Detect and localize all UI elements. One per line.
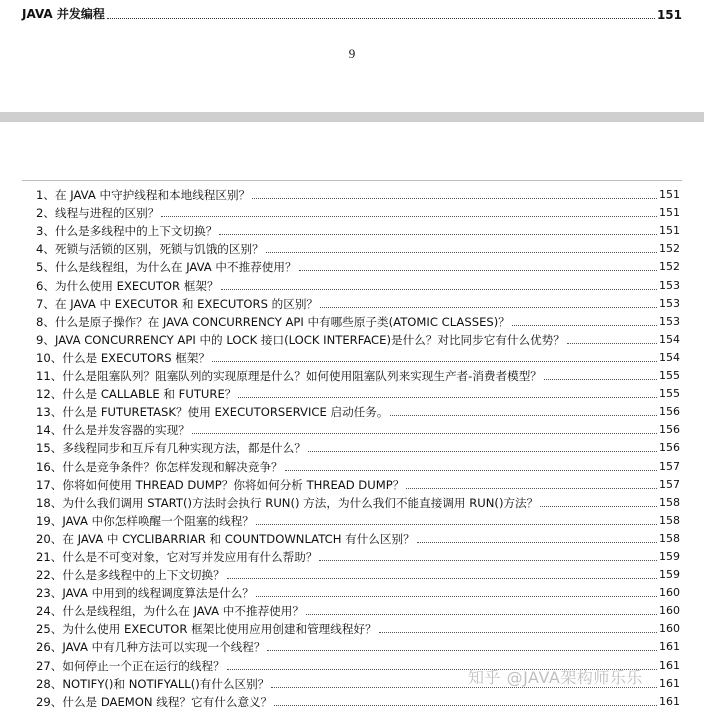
toc-entry-number: 13、 — [36, 405, 63, 420]
page-number: 9 — [348, 46, 356, 61]
toc-entry-number: 16、 — [36, 459, 63, 474]
toc-entry-title: 你将如何使用 THREAD DUMP？你将如何分析 THREAD DUMP？ — [62, 477, 405, 492]
toc-entry-number: 18、 — [36, 495, 63, 510]
toc-entry-number: 6、 — [36, 278, 55, 293]
toc-entry[interactable] — [22, 295, 680, 313]
toc-section-page: 151 — [656, 8, 682, 22]
toc-entry-page: 160 — [659, 622, 680, 636]
toc-entry-number: 10、 — [36, 350, 63, 365]
toc-entry[interactable] — [22, 620, 680, 638]
toc-entry-page: 160 — [659, 586, 680, 600]
toc-entry-title: 为什么使用 EXECUTOR 框架比使用应用创建和管理线程好？ — [62, 622, 377, 637]
toc-entry-title: 死锁与活锁的区别，死锁与饥饿的区别？ — [54, 242, 264, 257]
dot-leader — [308, 450, 657, 452]
toc-entry-number: 2、 — [36, 206, 55, 221]
dot-leader — [390, 414, 657, 416]
toc-entry[interactable] — [22, 584, 680, 602]
toc-entry-number: 7、 — [36, 296, 55, 311]
toc-entry-title: 什么是 EXECUTORS 框架？ — [62, 350, 211, 365]
toc-entry-title: 为什么使用 EXECUTOR 框架？ — [54, 278, 219, 293]
dot-leader — [212, 360, 657, 362]
dot-leader — [161, 215, 657, 217]
dot-leader — [306, 613, 657, 615]
dot-leader — [266, 251, 657, 253]
dot-leader — [256, 595, 657, 597]
page-separator — [0, 112, 704, 122]
toc-entry-title: 什么是竞争条件？你怎样发现和解决竞争？ — [62, 459, 283, 474]
toc-entry-number: 22、 — [36, 568, 63, 583]
toc-entry-page: 156 — [659, 405, 680, 419]
toc-entry-title: JAVA CONCURRENCY API 中的 LOCK 接口(LOCK INTERFACE)是什么？对比同步它有什么优势？ — [54, 332, 565, 347]
toc-entry-title: JAVA 中有几种方法可以实现一个线程？ — [62, 640, 266, 655]
toc-entry[interactable] — [22, 421, 680, 439]
toc-entry[interactable] — [22, 548, 680, 566]
toc-entry-page: 156 — [659, 441, 680, 455]
toc-entry-page: 156 — [659, 423, 680, 437]
toc-entry-title: 什么是线程组，为什么在 JAVA 中不推荐使用？ — [62, 604, 304, 619]
dot-leader — [417, 541, 657, 543]
dot-leader — [219, 233, 657, 235]
toc-section-title: JAVA 并发编程 — [22, 7, 105, 21]
toc-entry[interactable] — [22, 403, 680, 421]
toc-entry-title: NOTIFY()和 NOTIFYALL()有什么区别？ — [62, 676, 270, 691]
toc-entry-number: 21、 — [36, 549, 63, 564]
toc-entry[interactable] — [22, 276, 680, 294]
toc-entry-page: 154 — [659, 350, 680, 364]
toc-entry-page: 158 — [659, 495, 680, 509]
toc-entry-number: 12、 — [36, 387, 63, 402]
toc-entry-title: 在 JAVA 中 CYCLIBARRIAR 和 COUNTDOWNLATCH 有什么区别？ — [62, 531, 415, 546]
toc-entry[interactable] — [22, 240, 680, 258]
toc-entry-title: 什么是 DAEMON 线程？它有什么意义？ — [62, 694, 273, 709]
dot-leader — [406, 487, 657, 489]
toc-entry[interactable] — [22, 204, 680, 222]
toc-entry-number: 1、 — [36, 188, 55, 203]
dot-leader — [107, 17, 655, 19]
toc-entry[interactable] — [22, 258, 680, 276]
toc-entry[interactable] — [22, 602, 680, 620]
toc-entry-page: 151 — [659, 188, 680, 202]
toc-entry-page: 161 — [659, 694, 680, 708]
toc-entry-number: 3、 — [36, 224, 55, 239]
toc-entry[interactable] — [22, 476, 680, 494]
toc-entry[interactable] — [22, 349, 680, 367]
toc-entry-title: JAVA 中你怎样唤醒一个阻塞的线程？ — [62, 513, 254, 528]
toc-entry-page: 153 — [659, 314, 680, 328]
toc-entry-number: 9、 — [36, 332, 55, 347]
toc-entry[interactable] — [22, 439, 680, 457]
toc-entry-page: 154 — [659, 332, 680, 346]
toc-entry-number: 5、 — [36, 260, 55, 275]
toc-entry-page: 152 — [659, 260, 680, 274]
toc-entry-page: 159 — [659, 568, 680, 582]
dot-leader — [512, 324, 657, 326]
toc-entry-title: 什么是不可变对象，它对写并发应用有什么帮助？ — [62, 549, 318, 564]
top-toc-entry[interactable] — [22, 6, 682, 22]
toc-entry-title: 什么是并发容器的实现？ — [62, 423, 190, 438]
dot-leader — [285, 469, 657, 471]
dot-leader — [267, 649, 657, 651]
toc-entry-title: 线程与进程的区别？ — [54, 206, 160, 221]
toc-entry[interactable] — [22, 693, 680, 711]
toc-entry-number: 8、 — [36, 314, 55, 329]
dot-leader — [238, 396, 657, 398]
toc-entry[interactable] — [22, 313, 680, 331]
toc-entry-page: 161 — [659, 658, 680, 672]
toc-entry[interactable] — [22, 367, 680, 385]
toc-entry-title: 什么是多线程中的上下文切换？ — [54, 224, 218, 239]
toc-entry-number: 24、 — [36, 604, 63, 619]
toc-entry-number: 14、 — [36, 423, 63, 438]
toc-entry-number: 26、 — [36, 640, 63, 655]
toc-entry-title: 什么是线程组，为什么在 JAVA 中不推荐使用？ — [54, 260, 297, 275]
toc-entry-page: 151 — [659, 206, 680, 220]
toc-entry-number: 4、 — [36, 242, 55, 257]
toc-entry-page: 157 — [659, 477, 680, 491]
toc-entry-number: 27、 — [36, 658, 63, 673]
toc-entry[interactable] — [22, 457, 680, 475]
dot-leader — [320, 306, 657, 308]
toc-entry-page: 157 — [659, 459, 680, 473]
toc-entry-title: 什么是多线程中的上下文切换？ — [62, 568, 225, 583]
toc-entry[interactable] — [22, 512, 680, 530]
toc-entry-title: 如何停止一个正在运行的线程？ — [62, 658, 225, 673]
toc-entry-number: 28、 — [36, 676, 63, 691]
toc-entry-title: 什么是 FUTURETASK？使用 EXECUTORSERVICE 启动任务。 — [62, 405, 389, 420]
toc-entry-page: 151 — [659, 224, 680, 238]
toc-entry-title: 在 JAVA 中 EXECUTOR 和 EXECUTORS 的区别？ — [54, 296, 319, 311]
toc-entry-number: 29、 — [36, 694, 63, 709]
toc-entry-title: 为什么我们调用 START()方法时会执行 RUN() 方法，为什么我们不能直接调用 RUN()方法？ — [62, 495, 539, 510]
toc-entry-number: 20、 — [36, 531, 63, 546]
dot-leader — [567, 342, 657, 344]
dot-leader — [274, 704, 657, 706]
toc-entry-number: 25、 — [36, 622, 63, 637]
table-of-contents — [22, 186, 680, 711]
toc-entry-number: 17、 — [36, 477, 63, 492]
toc-entry-number: 23、 — [36, 586, 63, 601]
toc-entry-number: 15、 — [36, 441, 63, 456]
toc-entry-number: 19、 — [36, 513, 63, 528]
toc-entry-page: 161 — [659, 640, 680, 654]
toc-entry-page: 160 — [659, 604, 680, 618]
toc-entry-number: 11、 — [36, 369, 63, 384]
toc-entry-page: 161 — [659, 676, 680, 690]
toc-entry-page: 158 — [659, 531, 680, 545]
dot-leader — [540, 505, 657, 507]
toc-entry-title: 什么是 CALLABLE 和 FUTURE？ — [62, 387, 237, 402]
toc-entry[interactable] — [22, 566, 680, 584]
toc-entry-title: 多线程同步和互斥有几种实现方法，都是什么？ — [62, 441, 306, 456]
toc-entry-title: JAVA 中用到的线程调度算法是什么？ — [62, 586, 254, 601]
toc-entry-title: 什么是阻塞队列？阻塞队列的实现原理是什么？如何使用阻塞队列来实现生产者-消费者模型？ — [62, 369, 542, 384]
dot-leader — [192, 432, 657, 434]
toc-entry-page: 155 — [659, 369, 680, 383]
toc-entry[interactable] — [22, 494, 680, 512]
dot-leader — [319, 559, 657, 561]
toc-entry-title: 什么是原子操作？在 JAVA CONCURRENCY API 中有哪些原子类(ATOMIC CLASSES)？ — [54, 314, 510, 329]
dot-leader — [379, 631, 657, 633]
toc-top-border — [22, 180, 682, 181]
dot-leader — [221, 288, 657, 290]
toc-entry-page: 155 — [659, 387, 680, 401]
toc-entry[interactable] — [22, 530, 680, 548]
dot-leader — [256, 523, 657, 525]
toc-entry-page: 153 — [659, 278, 680, 292]
toc-entry-page: 158 — [659, 513, 680, 527]
toc-entry-page: 159 — [659, 549, 680, 563]
toc-entry[interactable] — [22, 638, 680, 656]
toc-entry[interactable] — [22, 331, 680, 349]
toc-entry[interactable] — [22, 186, 680, 204]
toc-entry-page: 153 — [659, 296, 680, 310]
dot-leader — [544, 378, 657, 380]
dot-leader — [227, 577, 657, 579]
toc-entry-page: 152 — [659, 242, 680, 256]
toc-entry[interactable] — [22, 385, 680, 403]
toc-entry[interactable] — [22, 222, 680, 240]
dot-leader — [299, 269, 657, 271]
watermark: 知乎 @JAVA架构师乐乐 — [468, 668, 643, 687]
toc-entry-title: 在 JAVA 中守护线程和本地线程区别？ — [54, 188, 251, 203]
dot-leader — [252, 197, 657, 199]
